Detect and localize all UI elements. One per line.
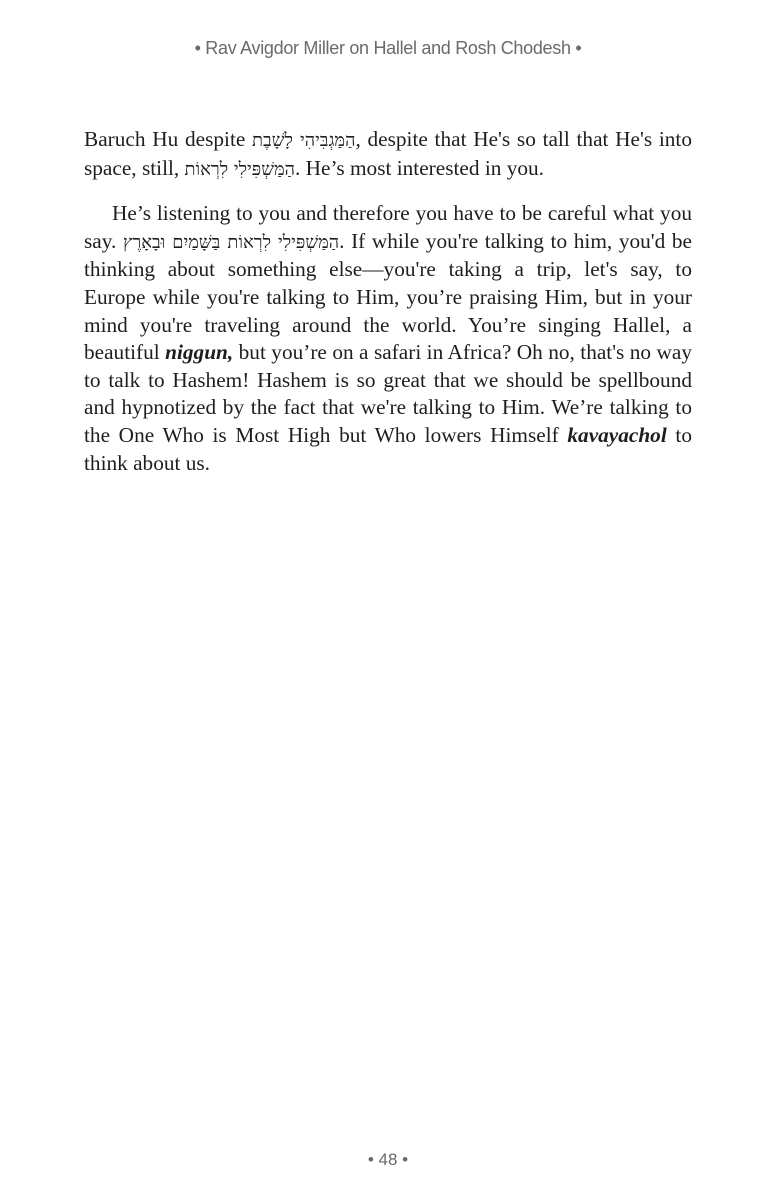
hebrew-phrase-2: הַמַּשְׁפִּילִי לִרְאוֹת: [184, 158, 295, 180]
body-text: [84, 126, 692, 494]
paragraph-1: [84, 126, 692, 183]
italic-term-kavayachol: kavayachol: [567, 422, 667, 447]
paragraph-1-text-3: . He’s most interested in you.: [294, 155, 545, 180]
paragraph-2: [84, 200, 692, 477]
hebrew-phrase-3: הַמַּשְׁפִּילִי לִרְאוֹת בַּשָּׁמַיִם וּבָאָרֶץ: [122, 231, 340, 253]
hebrew-phrase-1: הַמַּגְבִּיהִי לָשָׁבֶת: [252, 130, 356, 151]
paragraph-1-text-1: Baruch Hu despite: [84, 127, 253, 151]
paragraph-2-text-2: . If while you're talking to him, you'd be thinking about something else—you're taking a trip, let's say, to Europe while you're talking to Him, you’re praising Him, but in your mind you're traveling around the world. You’re singing Hallel, a beautiful: [84, 228, 693, 365]
running-head: • Rav Avigdor Miller on Hallel and Rosh Chodesh •: [194, 38, 582, 58]
paragraph-2-text-4: to think about us.: [84, 422, 692, 475]
page-number: • 48 •: [367, 1150, 409, 1169]
paragraph-1-text-2: , despite that He's so tall that He's into space, still,: [84, 127, 692, 180]
paragraph-2-text-1: He’s listening to you and therefore you have to be careful what you say.: [84, 201, 692, 253]
paragraph-2-text-3: but you’re on a safari in Africa? Oh no, that's no way to talk to Hashem! Hashem is so great that we should be spellbound and hypnotized by the fact that we're talking to Him. We’re talking to the One Who is Most High but Who lowers Himself: [84, 340, 692, 447]
italic-term-niggun: niggun,: [165, 340, 234, 365]
